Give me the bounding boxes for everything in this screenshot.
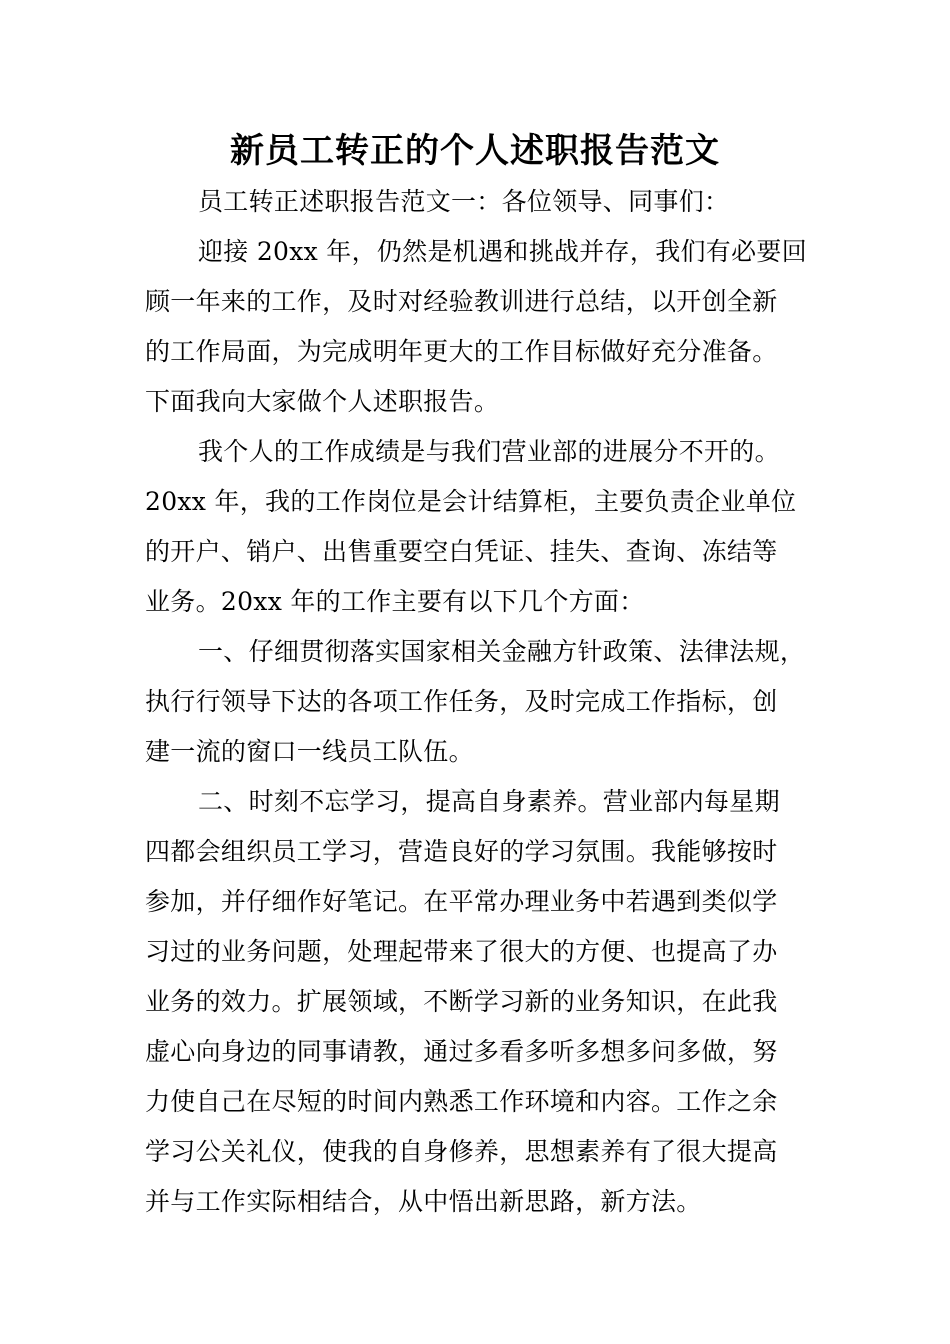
- paragraph-line: 建一流的窗口一线员工队伍。: [145, 737, 474, 766]
- paragraph-line: 一、仔细贯彻落实国家相关金融方针政策、法律法规，: [198, 637, 806, 666]
- paragraph-line: 二、时刻不忘学习，提高自身素养。营业部内每星期: [198, 787, 780, 816]
- paragraph-line: 力使自己在尽短的时间内熟悉工作环境和内容。工作之余: [145, 1087, 778, 1116]
- paragraph-line: 的工作局面，为完成明年更大的工作目标做好充分准备。: [145, 337, 778, 366]
- document-title: 新员工转正的个人述职报告范文: [230, 131, 720, 171]
- paragraph-line: 学习公关礼仪，使我的自身修养，思想素养有了很大提高: [145, 1137, 778, 1166]
- paragraph-line: 20xx 年，我的工作岗位是会计结算柜，主要负责企业单位: [145, 487, 797, 516]
- paragraph-line: 迎接 20xx 年，仍然是机遇和挑战并存，我们有必要回: [198, 237, 808, 266]
- paragraph-line: 顾一年来的工作，及时对经验教训进行总结，以开创全新: [145, 287, 778, 316]
- paragraph-line: 并与工作实际相结合，从中悟出新思路，新方法。: [145, 1187, 702, 1216]
- paragraph-line: 习过的业务问题，处理起带来了很大的方便、也提高了办: [145, 937, 778, 966]
- paragraph-line: 业务。20xx 年的工作主要有以下几个方面：: [145, 587, 645, 616]
- paragraph-line: 的开户、销户、出售重要空白凭证、挂失、查询、冻结等: [145, 537, 778, 566]
- paragraph-line: 四都会组织员工学习，营造良好的学习氛围。我能够按时: [145, 837, 778, 866]
- paragraph-line: 参加，并仔细作好笔记。在平常办理业务中若遇到类似学: [145, 887, 778, 916]
- paragraph-line: 业务的效力。扩展领域，不断学习新的业务知识，在此我: [145, 987, 778, 1016]
- paragraph-line: 我个人的工作成绩是与我们营业部的进展分不开的。: [198, 437, 780, 466]
- intro-line: 员工转正述职报告范文一：各位领导、同事们：: [198, 187, 730, 216]
- paragraph-line: 执行行领导下达的各项工作任务，及时完成工作指标，创: [145, 687, 778, 716]
- paragraph-line: 下面我向大家做个人述职报告。: [145, 387, 500, 416]
- paragraph-line: 虚心向身边的同事请教，通过多看多听多想多问多做，努: [145, 1037, 778, 1066]
